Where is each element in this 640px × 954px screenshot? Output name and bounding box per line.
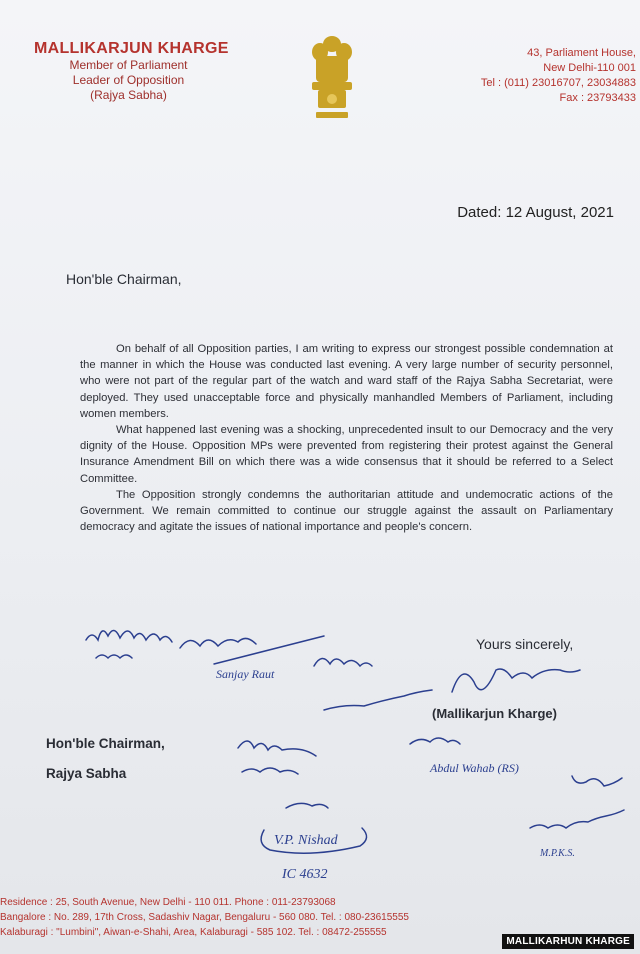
letterhead-role-1: Member of Parliament — [69, 58, 188, 72]
paragraph-3: The Opposition strongly condemns the authoritarian attitude and undemocratic actions of the Government. We remain committed to continue our struggle against the assault on Parliamentary democracy and agitate the issues of national importance and people's concern. — [80, 488, 613, 534]
footer-addresses — [0, 895, 409, 940]
letterhead-right — [481, 46, 636, 106]
handwritten-vp-nishad: V.P. Nishad — [274, 833, 338, 848]
addressee-house: Rajya Sabha — [46, 766, 127, 781]
letterhead-address-1: 43, Parliament House, — [527, 47, 636, 59]
salutation: Hon'ble Chairman, — [66, 271, 182, 287]
paragraph-1: On behalf of all Opposition parties, I am writing to express our strongest possible condemnation at the manner in which the House was conducted last evening. A very large number of security personnel, who were not part of the regular part of the watch and ward staff of the Rajya Sabha Secretariat, were deployed. They used unacceptable force and physically manhandled Members of Parliament, including women members. — [80, 343, 613, 420]
letter-body — [80, 341, 613, 535]
footer-residence: Residence : 25, South Avenue, New Delhi - 110 011. Phone : 011-23793068 — [0, 897, 336, 908]
addressee-title: Hon'ble Chairman, — [46, 736, 165, 751]
letter-date: Dated: 12 August, 2021 — [457, 204, 614, 221]
letterhead-name: MALLIKARJUN KHARGE — [34, 40, 229, 57]
footer-kalaburagi: Kalaburagi : "Lumbini", Aiwan-e-Shahi, Area, Kalaburagi - 585 102. Tel. : 08472-255555 — [0, 927, 387, 938]
handwritten-abdul-wahab: Abdul Wahab (RS) — [430, 761, 519, 775]
handwritten-ic-number: IC 4632 — [282, 867, 328, 882]
letterhead-left — [34, 40, 229, 103]
national-emblem-icon — [302, 30, 362, 128]
handwritten-mpks: M.P.K.S. — [540, 848, 575, 859]
letterhead-fax: Fax : 23793433 — [559, 92, 636, 104]
letterhead-role-2: Leader of Opposition — [72, 73, 185, 87]
footer-bangalore: Bangalore : No. 289, 17th Cross, Sadashiv Nagar, Bengaluru - 560 080. Tel. : 080-23615555 — [0, 912, 409, 923]
watermark-label: MALLIKARHUN KHARGE — [502, 934, 634, 949]
letterhead-address-2: New Delhi-110 001 — [543, 62, 636, 74]
signatory-name: (Mallikarjun Kharge) — [432, 706, 557, 721]
paragraph-2: What happened last evening was a shocking, unprecedented insult to our Democracy and the very dignity of the House. Opposition MPs were prevented from registering their protest against the General Insurance Amendment Bill on which there was a wide consensus that it should be referred to a Select Committee. — [80, 424, 613, 485]
letterhead-tel: Tel : (011) 23016707, 23034883 — [480, 77, 636, 89]
closing: Yours sincerely, — [476, 636, 574, 652]
handwritten-sanjay-raut: Sanjay Raut — [216, 667, 275, 681]
letterhead-role-3: (Rajya Sabha) — [90, 88, 167, 102]
